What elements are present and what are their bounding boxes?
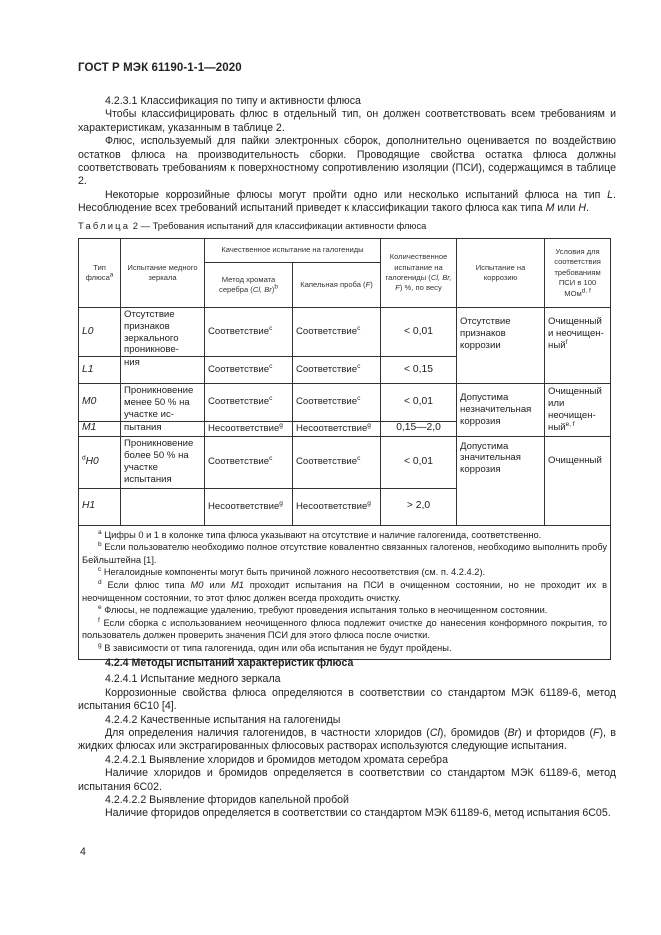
col-header-type: Тип флюса$^a$ xyxy=(79,239,121,308)
section-4-2-4 xyxy=(78,657,616,821)
mirror-cell: пытания xyxy=(121,421,205,436)
drop-cell: Соответствие$^c$ xyxy=(293,384,381,421)
drop-cell: Несоответствие$^g$ xyxy=(293,421,381,436)
table-row xyxy=(79,308,611,357)
mirror-cell: ния xyxy=(121,357,205,384)
mirror-cell xyxy=(121,488,205,525)
note-e: $^e$ Флюсы, не подлежащие удалению, требуют проведения испытания только в неочищенном состоянии. xyxy=(98,604,548,616)
chromate-cell: Соответствие$^c$ xyxy=(205,436,293,488)
chromate-cell: Соответствие$^c$ xyxy=(205,308,293,357)
document-header: ГОСТ Р МЭК 61190-1-1—2020 xyxy=(78,62,242,74)
subsection-title: 4.2.4.2.2 Выявление фторидов капельной пробой xyxy=(105,794,349,807)
intro-text xyxy=(78,95,616,216)
flux-classification-table xyxy=(78,238,611,660)
clause-4231-title: 4.2.3.1 Классификация по типу и активности флюса xyxy=(105,95,361,107)
mirror-cell: Отсутствие признаков зеркального проникнове- xyxy=(121,308,205,357)
type-cell: L0 xyxy=(79,308,121,357)
paragraph: Наличие фторидов определяется в соответствии со стандартом МЭК 61189-6, метод испытания 6С05. xyxy=(105,807,611,820)
paragraph: Чтобы классифицировать флюс в отдельный тип, он должен соответствовать всем требованиям и характеристикам, указанным в таблице 2. xyxy=(78,108,616,134)
paragraph: Для определения наличия галогенидов, в частности хлоридов (Cl), бромидов (Br) и фторидов (F), в жидких флюсах или экстрагированных флюсовых растворах используются следующие испытания. xyxy=(78,727,617,753)
paragraph: Наличие хлоридов и бромидов определяется в соответствии со стандартом МЭК 61189-6, метод испытания 6С02. xyxy=(78,767,616,793)
quant-cell: < 0,01 xyxy=(381,436,457,488)
corrosion-cell: Допустима незначительная коррозия xyxy=(457,384,545,436)
note-c: $^c$ Негалоидные компоненты могут быть причиной ложного несоответствия (см. п. 4.2.4.2). xyxy=(98,566,486,578)
col-header-halide: Качественное испытание на галогениды xyxy=(205,239,381,263)
type-cell: $^d$H0 xyxy=(79,436,121,488)
quant-cell: < 0,01 xyxy=(381,308,457,357)
note-b: $^b$ Если пользователю необходимо полное отсутствие ковалентно связанных галогенов, необходимо выполнить пробу Бейльштейна [1]. xyxy=(82,541,608,565)
sir-cell: Очищенный или неочищен-ный$^{e, f}$ xyxy=(545,384,611,436)
chromate-cell: Соответствие$^c$ xyxy=(205,384,293,421)
subsection-title: 4.2.4.1 Испытание медного зеркала xyxy=(105,673,281,686)
paragraph: Некоторые коррозийные флюсы могут пройти одно или несколько испытаний флюса на тип L. Несоблюдение всех требований испытаний приведет к классификации такого флюса как типа M или H. xyxy=(78,188,616,215)
note-f: $^f$ Если сборка с использованием неочищенного флюса подлежит очистке до нанесения конформного покрытия, то пользователь должен проверить значения ПСИ для этого флюса после очистки. xyxy=(82,616,608,641)
note-g: $^g$ В зависимости от типа галогенида, один или оба испытания не будут пройдены. xyxy=(98,641,452,653)
sir-cell: Очищенный и неочищен-ный$^f$ xyxy=(545,308,611,384)
quant-cell: < 0,01 xyxy=(381,384,457,421)
quant-cell: < 0,15 xyxy=(381,357,457,384)
col-header-mirror: Испытание медного зеркала xyxy=(121,239,205,308)
table-caption: Таблица 2 — Требования испытаний для классификации активности флюса xyxy=(78,220,427,231)
quant-cell: > 2,0 xyxy=(381,488,457,525)
note-d: $^d$ Если флюс типа M0 или M1 проходит испытания на ПСИ в очищенном состоянии, но не проходит их в неочищенном состоянии, то этот флюс должен всегда проходить очистку. xyxy=(82,578,608,603)
paragraph: Флюс, используемый для пайки электронных сборок, дополнительно оценивается по воздействию остатков флюса на производительность сборки. Проводящие свойства остатка флюса должны соответствовать требованиям к поверхностному сопротивлению изоляции (ПСИ), содержащимся в таблице 2. xyxy=(78,135,616,188)
corrosion-cell: Допустима значительная коррозия xyxy=(457,436,545,525)
mirror-cell: Проникновение более 50 % на участке испытания xyxy=(121,436,205,488)
subsection-title: 4.2.4.2 Качественные испытания на галогениды xyxy=(105,713,341,726)
quant-cell: 0,15—2,0 xyxy=(381,421,457,436)
col-header-sir: Условия для соответствия требованиям ПСИ в 100 МОм$^{d, f}$ xyxy=(545,239,611,308)
note-a: $^a$ Цифры 0 и 1 в колонке типа флюса указывают на отсутствие и наличие галогенида, соответственно. xyxy=(98,528,542,540)
drop-cell: Соответствие$^c$ xyxy=(293,308,381,357)
drop-cell: Соответствие$^c$ xyxy=(293,357,381,384)
type-cell: L1 xyxy=(79,357,121,384)
page-number: 4 xyxy=(80,846,86,858)
sir-cell: Очищенный xyxy=(545,436,611,525)
col-header-quant: Количественное испытание на галогениды (Cl, Br, F) %, по весу xyxy=(381,239,457,308)
table-row xyxy=(79,384,611,421)
drop-cell: Несоответствие$^g$ xyxy=(293,488,381,525)
corrosion-cell: Отсутствие признаков коррозии xyxy=(457,308,545,384)
chromate-cell: Несоответствие$^g$ xyxy=(205,488,293,525)
chromate-cell: Соответствие$^c$ xyxy=(205,357,293,384)
subsection-title: 4.2.4.2.1 Выявление хлоридов и бромидов методом хромата серебра xyxy=(105,753,448,766)
section-title: 4.2.4 Методы испытаний характеристик флюса xyxy=(105,657,354,669)
paragraph: Коррозионные свойства флюса определяются в соответствии со стандартом МЭК 61189-6, метод испытания 6С10 [4]. xyxy=(78,686,616,713)
chromate-cell: Несоответствие$^g$ xyxy=(205,421,293,436)
table-row xyxy=(79,436,611,488)
drop-cell: Соответствие$^c$ xyxy=(293,436,381,488)
mirror-cell: Проникновение менее 50 % на участке ис- xyxy=(121,384,205,421)
col-header-drop: Капельная проба (F) xyxy=(293,263,381,308)
type-cell: M1 xyxy=(79,421,121,436)
table-notes xyxy=(79,525,611,659)
type-cell: M0 xyxy=(79,384,121,421)
col-header-corrosion: Испытание на коррозию xyxy=(457,239,545,308)
type-cell: H1 xyxy=(79,488,121,525)
col-header-chromate: Метод хромата серебра (Cl, Br)$^b$ xyxy=(205,263,293,308)
table-notes-row xyxy=(79,525,611,659)
